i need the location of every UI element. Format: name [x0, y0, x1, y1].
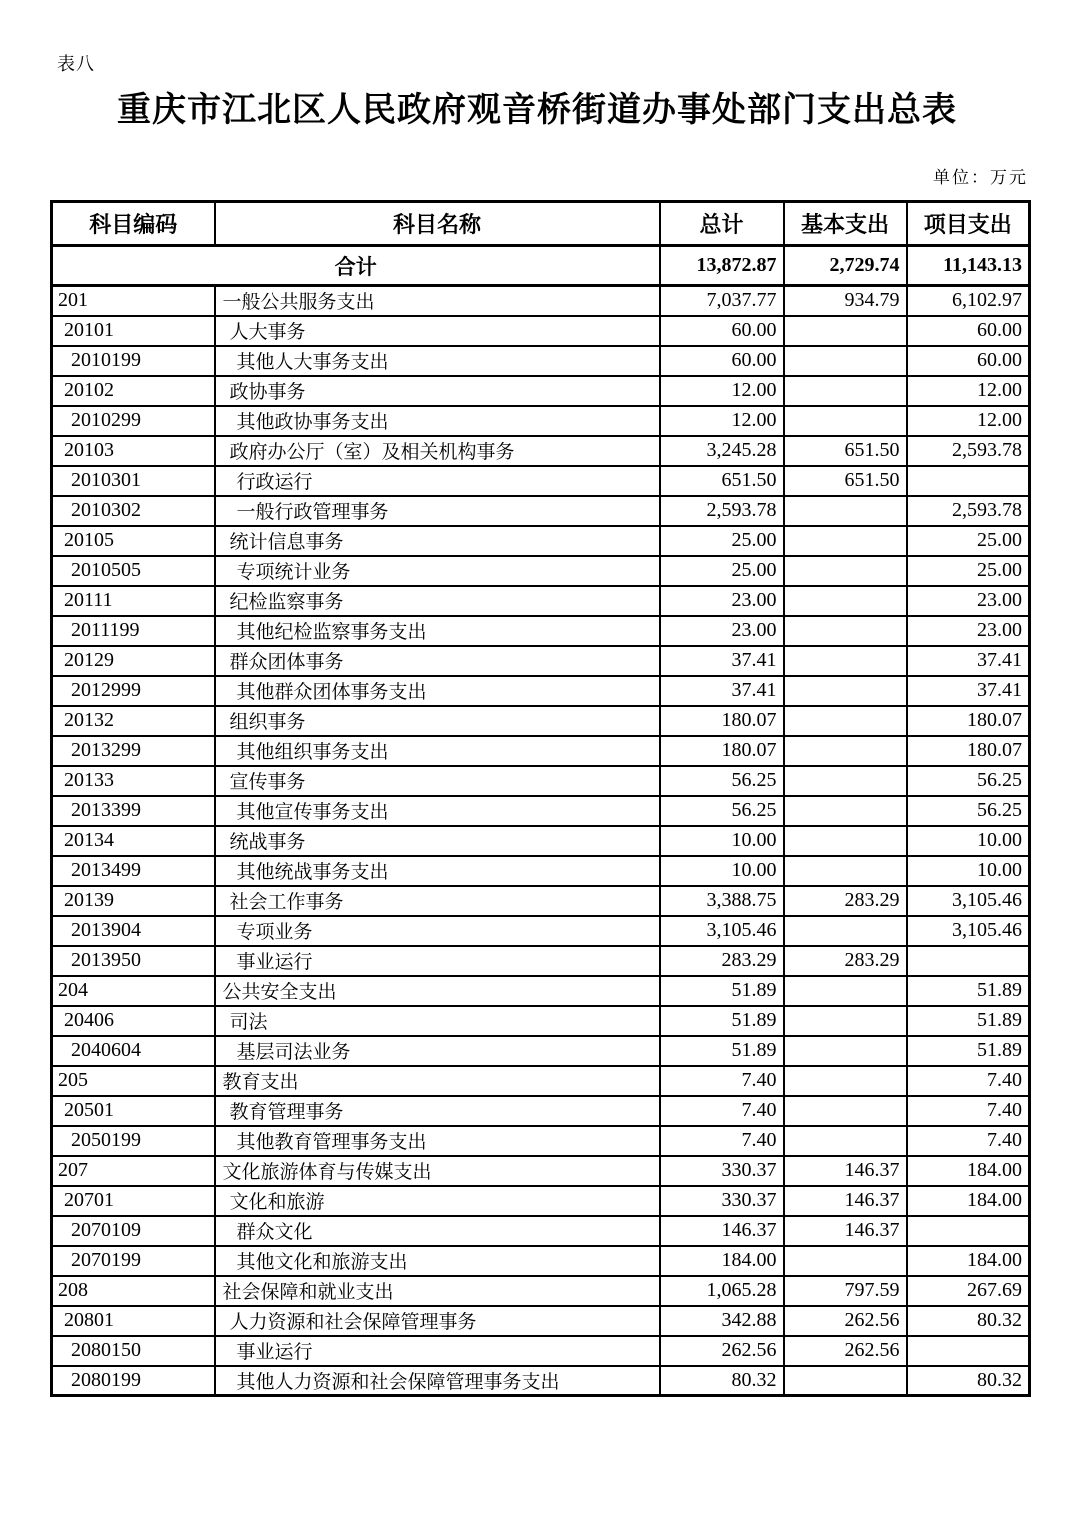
total-cell: 10.00: [660, 856, 784, 886]
code-cell: 2040604: [52, 1036, 215, 1066]
name-cell: 组织事务: [215, 706, 660, 736]
total-cell: 342.88: [660, 1306, 784, 1336]
table-row: [52, 376, 1030, 406]
page-title: 重庆市江北区人民政府观音桥街道办事处部门支出总表: [117, 92, 957, 129]
name-cell: 基层司法业务: [215, 1036, 660, 1066]
total-cell: 7.40: [660, 1096, 784, 1126]
basic-cell: [784, 736, 907, 766]
code-cell: 2010199: [52, 346, 215, 376]
total-cell: 60.00: [660, 316, 784, 346]
basic-cell: [784, 1096, 907, 1126]
grand-total-total-cell: 13,872.87: [660, 246, 784, 286]
project-cell: 184.00: [907, 1156, 1030, 1186]
table-row: [52, 946, 1030, 976]
table-row: [52, 1216, 1030, 1246]
project-cell: 56.25: [907, 796, 1030, 826]
grand-total-basic-cell: 2,729.74: [784, 246, 907, 286]
table-row: [52, 1246, 1030, 1276]
code-cell: 2013499: [52, 856, 215, 886]
total-cell: 23.00: [660, 586, 784, 616]
basic-cell: [784, 346, 907, 376]
table-header: [52, 202, 1030, 246]
basic-cell: [784, 766, 907, 796]
total-cell: 7,037.77: [660, 286, 784, 316]
unit-note: 单位：万元: [933, 168, 1028, 187]
code-cell: 20111: [52, 586, 215, 616]
project-cell: 23.00: [907, 586, 1030, 616]
name-cell: 人力资源和社会保障管理事务: [215, 1306, 660, 1336]
basic-cell: [784, 406, 907, 436]
code-cell: 20801: [52, 1306, 215, 1336]
table-row: [52, 1066, 1030, 1096]
total-cell: 2,593.78: [660, 496, 784, 526]
table-row: [52, 796, 1030, 826]
basic-cell: [784, 796, 907, 826]
project-cell: 51.89: [907, 976, 1030, 1006]
project-cell: 180.07: [907, 736, 1030, 766]
code-cell: 2012999: [52, 676, 215, 706]
basic-cell: [784, 706, 907, 736]
basic-cell: [784, 1036, 907, 1066]
table-row: [52, 526, 1030, 556]
code-cell: 20105: [52, 526, 215, 556]
name-cell: 其他政协事务支出: [215, 406, 660, 436]
total-cell: 12.00: [660, 406, 784, 436]
table-row: [52, 616, 1030, 646]
basic-cell: [784, 1246, 907, 1276]
code-cell: 2010505: [52, 556, 215, 586]
basic-cell: 283.29: [784, 946, 907, 976]
code-cell: 2070199: [52, 1246, 215, 1276]
total-cell: 7.40: [660, 1126, 784, 1156]
name-cell: 专项统计业务: [215, 556, 660, 586]
basic-cell: [784, 556, 907, 586]
name-cell: 文化旅游体育与传媒支出: [215, 1156, 660, 1186]
code-cell: 2011199: [52, 616, 215, 646]
name-cell: 其他群众团体事务支出: [215, 676, 660, 706]
table-row: [52, 706, 1030, 736]
name-cell: 群众文化: [215, 1216, 660, 1246]
total-cell: 37.41: [660, 676, 784, 706]
project-cell: 6,102.97: [907, 286, 1030, 316]
code-cell: 20103: [52, 436, 215, 466]
project-cell: 60.00: [907, 316, 1030, 346]
code-cell: 2050199: [52, 1126, 215, 1156]
table-row: [52, 1186, 1030, 1216]
total-cell: 184.00: [660, 1246, 784, 1276]
total-cell: 80.32: [660, 1366, 784, 1396]
col-header-name: 科目名称: [215, 202, 660, 246]
table-row: [52, 466, 1030, 496]
project-cell: 7.40: [907, 1126, 1030, 1156]
basic-cell: 262.56: [784, 1336, 907, 1366]
table-row: [52, 586, 1030, 616]
name-cell: 教育管理事务: [215, 1096, 660, 1126]
name-cell: 其他人大事务支出: [215, 346, 660, 376]
code-cell: 208: [52, 1276, 215, 1306]
table-row: [52, 1156, 1030, 1186]
project-cell: 37.41: [907, 646, 1030, 676]
total-cell: 283.29: [660, 946, 784, 976]
expenditure-table: [50, 200, 1031, 1397]
basic-cell: 146.37: [784, 1186, 907, 1216]
name-cell: 其他纪检监察事务支出: [215, 616, 660, 646]
code-cell: 20102: [52, 376, 215, 406]
code-cell: 2010302: [52, 496, 215, 526]
project-cell: [907, 946, 1030, 976]
name-cell: 其他宣传事务支出: [215, 796, 660, 826]
table-row: [52, 286, 1030, 316]
table-row: [52, 766, 1030, 796]
basic-cell: [784, 856, 907, 886]
table-row: [52, 1096, 1030, 1126]
name-cell: 一般行政管理事务: [215, 496, 660, 526]
name-cell: 政协事务: [215, 376, 660, 406]
basic-cell: [784, 526, 907, 556]
table-row: [52, 1366, 1030, 1396]
basic-cell: 146.37: [784, 1156, 907, 1186]
project-cell: 10.00: [907, 826, 1030, 856]
basic-cell: [784, 1066, 907, 1096]
name-cell: 宣传事务: [215, 766, 660, 796]
code-cell: 20134: [52, 826, 215, 856]
basic-cell: [784, 1006, 907, 1036]
project-cell: 51.89: [907, 1036, 1030, 1066]
table-row: [52, 1036, 1030, 1066]
basic-cell: [784, 676, 907, 706]
total-cell: 180.07: [660, 706, 784, 736]
basic-cell: [784, 376, 907, 406]
basic-cell: [784, 826, 907, 856]
code-cell: 2010301: [52, 466, 215, 496]
project-cell: 25.00: [907, 526, 1030, 556]
table-row: [52, 886, 1030, 916]
table-row: [52, 646, 1030, 676]
project-cell: 25.00: [907, 556, 1030, 586]
table-label: 表八: [57, 54, 95, 74]
total-cell: 180.07: [660, 736, 784, 766]
project-cell: 10.00: [907, 856, 1030, 886]
project-cell: 60.00: [907, 346, 1030, 376]
col-header-basic: 基本支出: [784, 202, 907, 246]
code-cell: 20701: [52, 1186, 215, 1216]
basic-cell: 651.50: [784, 436, 907, 466]
name-cell: 群众团体事务: [215, 646, 660, 676]
grand-total-row: [52, 246, 1030, 286]
name-cell: 政府办公厅（室）及相关机构事务: [215, 436, 660, 466]
name-cell: 公共安全支出: [215, 976, 660, 1006]
grand-total-project-cell: 11,143.13: [907, 246, 1030, 286]
name-cell: 统战事务: [215, 826, 660, 856]
project-cell: 7.40: [907, 1066, 1030, 1096]
total-cell: 330.37: [660, 1186, 784, 1216]
basic-cell: [784, 976, 907, 1006]
code-cell: 2013904: [52, 916, 215, 946]
basic-cell: [784, 496, 907, 526]
project-cell: 267.69: [907, 1276, 1030, 1306]
project-cell: 56.25: [907, 766, 1030, 796]
project-cell: [907, 1336, 1030, 1366]
project-cell: 80.32: [907, 1306, 1030, 1336]
total-cell: 10.00: [660, 826, 784, 856]
name-cell: 教育支出: [215, 1066, 660, 1096]
table-row: [52, 406, 1030, 436]
table-row: [52, 346, 1030, 376]
basic-cell: [784, 1126, 907, 1156]
table-row: [52, 856, 1030, 886]
basic-cell: 934.79: [784, 286, 907, 316]
project-cell: 2,593.78: [907, 436, 1030, 466]
table-row: [52, 826, 1030, 856]
project-cell: 37.41: [907, 676, 1030, 706]
code-cell: 201: [52, 286, 215, 316]
table-row: [52, 1306, 1030, 1336]
project-cell: 3,105.46: [907, 886, 1030, 916]
col-header-total: 总计: [660, 202, 784, 246]
table-row: [52, 1336, 1030, 1366]
name-cell: 统计信息事务: [215, 526, 660, 556]
total-cell: 1,065.28: [660, 1276, 784, 1306]
code-cell: 20139: [52, 886, 215, 916]
total-cell: 23.00: [660, 616, 784, 646]
project-cell: 7.40: [907, 1096, 1030, 1126]
project-cell: 51.89: [907, 1006, 1030, 1036]
basic-cell: 146.37: [784, 1216, 907, 1246]
basic-cell: [784, 916, 907, 946]
table-body: [52, 246, 1030, 1396]
total-cell: 56.25: [660, 796, 784, 826]
code-cell: 20101: [52, 316, 215, 346]
code-cell: 2013299: [52, 736, 215, 766]
table-row: [52, 976, 1030, 1006]
table-row: [52, 1276, 1030, 1306]
total-cell: 146.37: [660, 1216, 784, 1246]
table-row: [52, 436, 1030, 466]
name-cell: 一般公共服务支出: [215, 286, 660, 316]
basic-cell: [784, 646, 907, 676]
code-cell: 204: [52, 976, 215, 1006]
project-cell: [907, 1216, 1030, 1246]
code-cell: 2070109: [52, 1216, 215, 1246]
col-header-project: 项目支出: [907, 202, 1030, 246]
total-cell: 37.41: [660, 646, 784, 676]
name-cell: 其他人力资源和社会保障管理事务支出: [215, 1366, 660, 1396]
table-row: [52, 916, 1030, 946]
header-row: [52, 202, 1030, 246]
name-cell: 其他教育管理事务支出: [215, 1126, 660, 1156]
code-cell: 20133: [52, 766, 215, 796]
code-cell: 2080199: [52, 1366, 215, 1396]
code-cell: 2013399: [52, 796, 215, 826]
name-cell: 专项业务: [215, 916, 660, 946]
basic-cell: 651.50: [784, 466, 907, 496]
project-cell: 184.00: [907, 1246, 1030, 1276]
basic-cell: 262.56: [784, 1306, 907, 1336]
col-header-code: 科目编码: [52, 202, 215, 246]
table-row: [52, 556, 1030, 586]
total-cell: 7.40: [660, 1066, 784, 1096]
code-cell: 2013950: [52, 946, 215, 976]
name-cell: 其他组织事务支出: [215, 736, 660, 766]
table-row: [52, 316, 1030, 346]
name-cell: 其他统战事务支出: [215, 856, 660, 886]
basic-cell: [784, 1366, 907, 1396]
table-row: [52, 496, 1030, 526]
total-cell: 12.00: [660, 376, 784, 406]
total-cell: 651.50: [660, 466, 784, 496]
name-cell: 人大事务: [215, 316, 660, 346]
project-cell: 2,593.78: [907, 496, 1030, 526]
grand-total-label: 合计: [52, 246, 660, 286]
name-cell: 社会工作事务: [215, 886, 660, 916]
total-cell: 3,245.28: [660, 436, 784, 466]
total-cell: 262.56: [660, 1336, 784, 1366]
name-cell: 社会保障和就业支出: [215, 1276, 660, 1306]
project-cell: 180.07: [907, 706, 1030, 736]
name-cell: 行政运行: [215, 466, 660, 496]
total-cell: 51.89: [660, 976, 784, 1006]
name-cell: 事业运行: [215, 1336, 660, 1366]
table-row: [52, 1126, 1030, 1156]
project-cell: 12.00: [907, 376, 1030, 406]
code-cell: 20406: [52, 1006, 215, 1036]
code-cell: 20129: [52, 646, 215, 676]
table-row: [52, 1006, 1030, 1036]
total-cell: 330.37: [660, 1156, 784, 1186]
total-cell: 3,105.46: [660, 916, 784, 946]
basic-cell: [784, 616, 907, 646]
code-cell: 205: [52, 1066, 215, 1096]
project-cell: [907, 466, 1030, 496]
project-cell: 184.00: [907, 1186, 1030, 1216]
code-cell: 2080150: [52, 1336, 215, 1366]
total-cell: 25.00: [660, 526, 784, 556]
code-cell: 207: [52, 1156, 215, 1186]
name-cell: 司法: [215, 1006, 660, 1036]
total-cell: 3,388.75: [660, 886, 784, 916]
total-cell: 51.89: [660, 1036, 784, 1066]
total-cell: 51.89: [660, 1006, 784, 1036]
table-row: [52, 676, 1030, 706]
project-cell: 80.32: [907, 1366, 1030, 1396]
total-cell: 25.00: [660, 556, 784, 586]
basic-cell: [784, 316, 907, 346]
name-cell: 事业运行: [215, 946, 660, 976]
table-row: [52, 736, 1030, 766]
basic-cell: [784, 586, 907, 616]
project-cell: 23.00: [907, 616, 1030, 646]
code-cell: 2010299: [52, 406, 215, 436]
basic-cell: 283.29: [784, 886, 907, 916]
code-cell: 20501: [52, 1096, 215, 1126]
total-cell: 56.25: [660, 766, 784, 796]
project-cell: 12.00: [907, 406, 1030, 436]
name-cell: 其他文化和旅游支出: [215, 1246, 660, 1276]
project-cell: 3,105.46: [907, 916, 1030, 946]
total-cell: 60.00: [660, 346, 784, 376]
name-cell: 文化和旅游: [215, 1186, 660, 1216]
name-cell: 纪检监察事务: [215, 586, 660, 616]
code-cell: 20132: [52, 706, 215, 736]
basic-cell: 797.59: [784, 1276, 907, 1306]
